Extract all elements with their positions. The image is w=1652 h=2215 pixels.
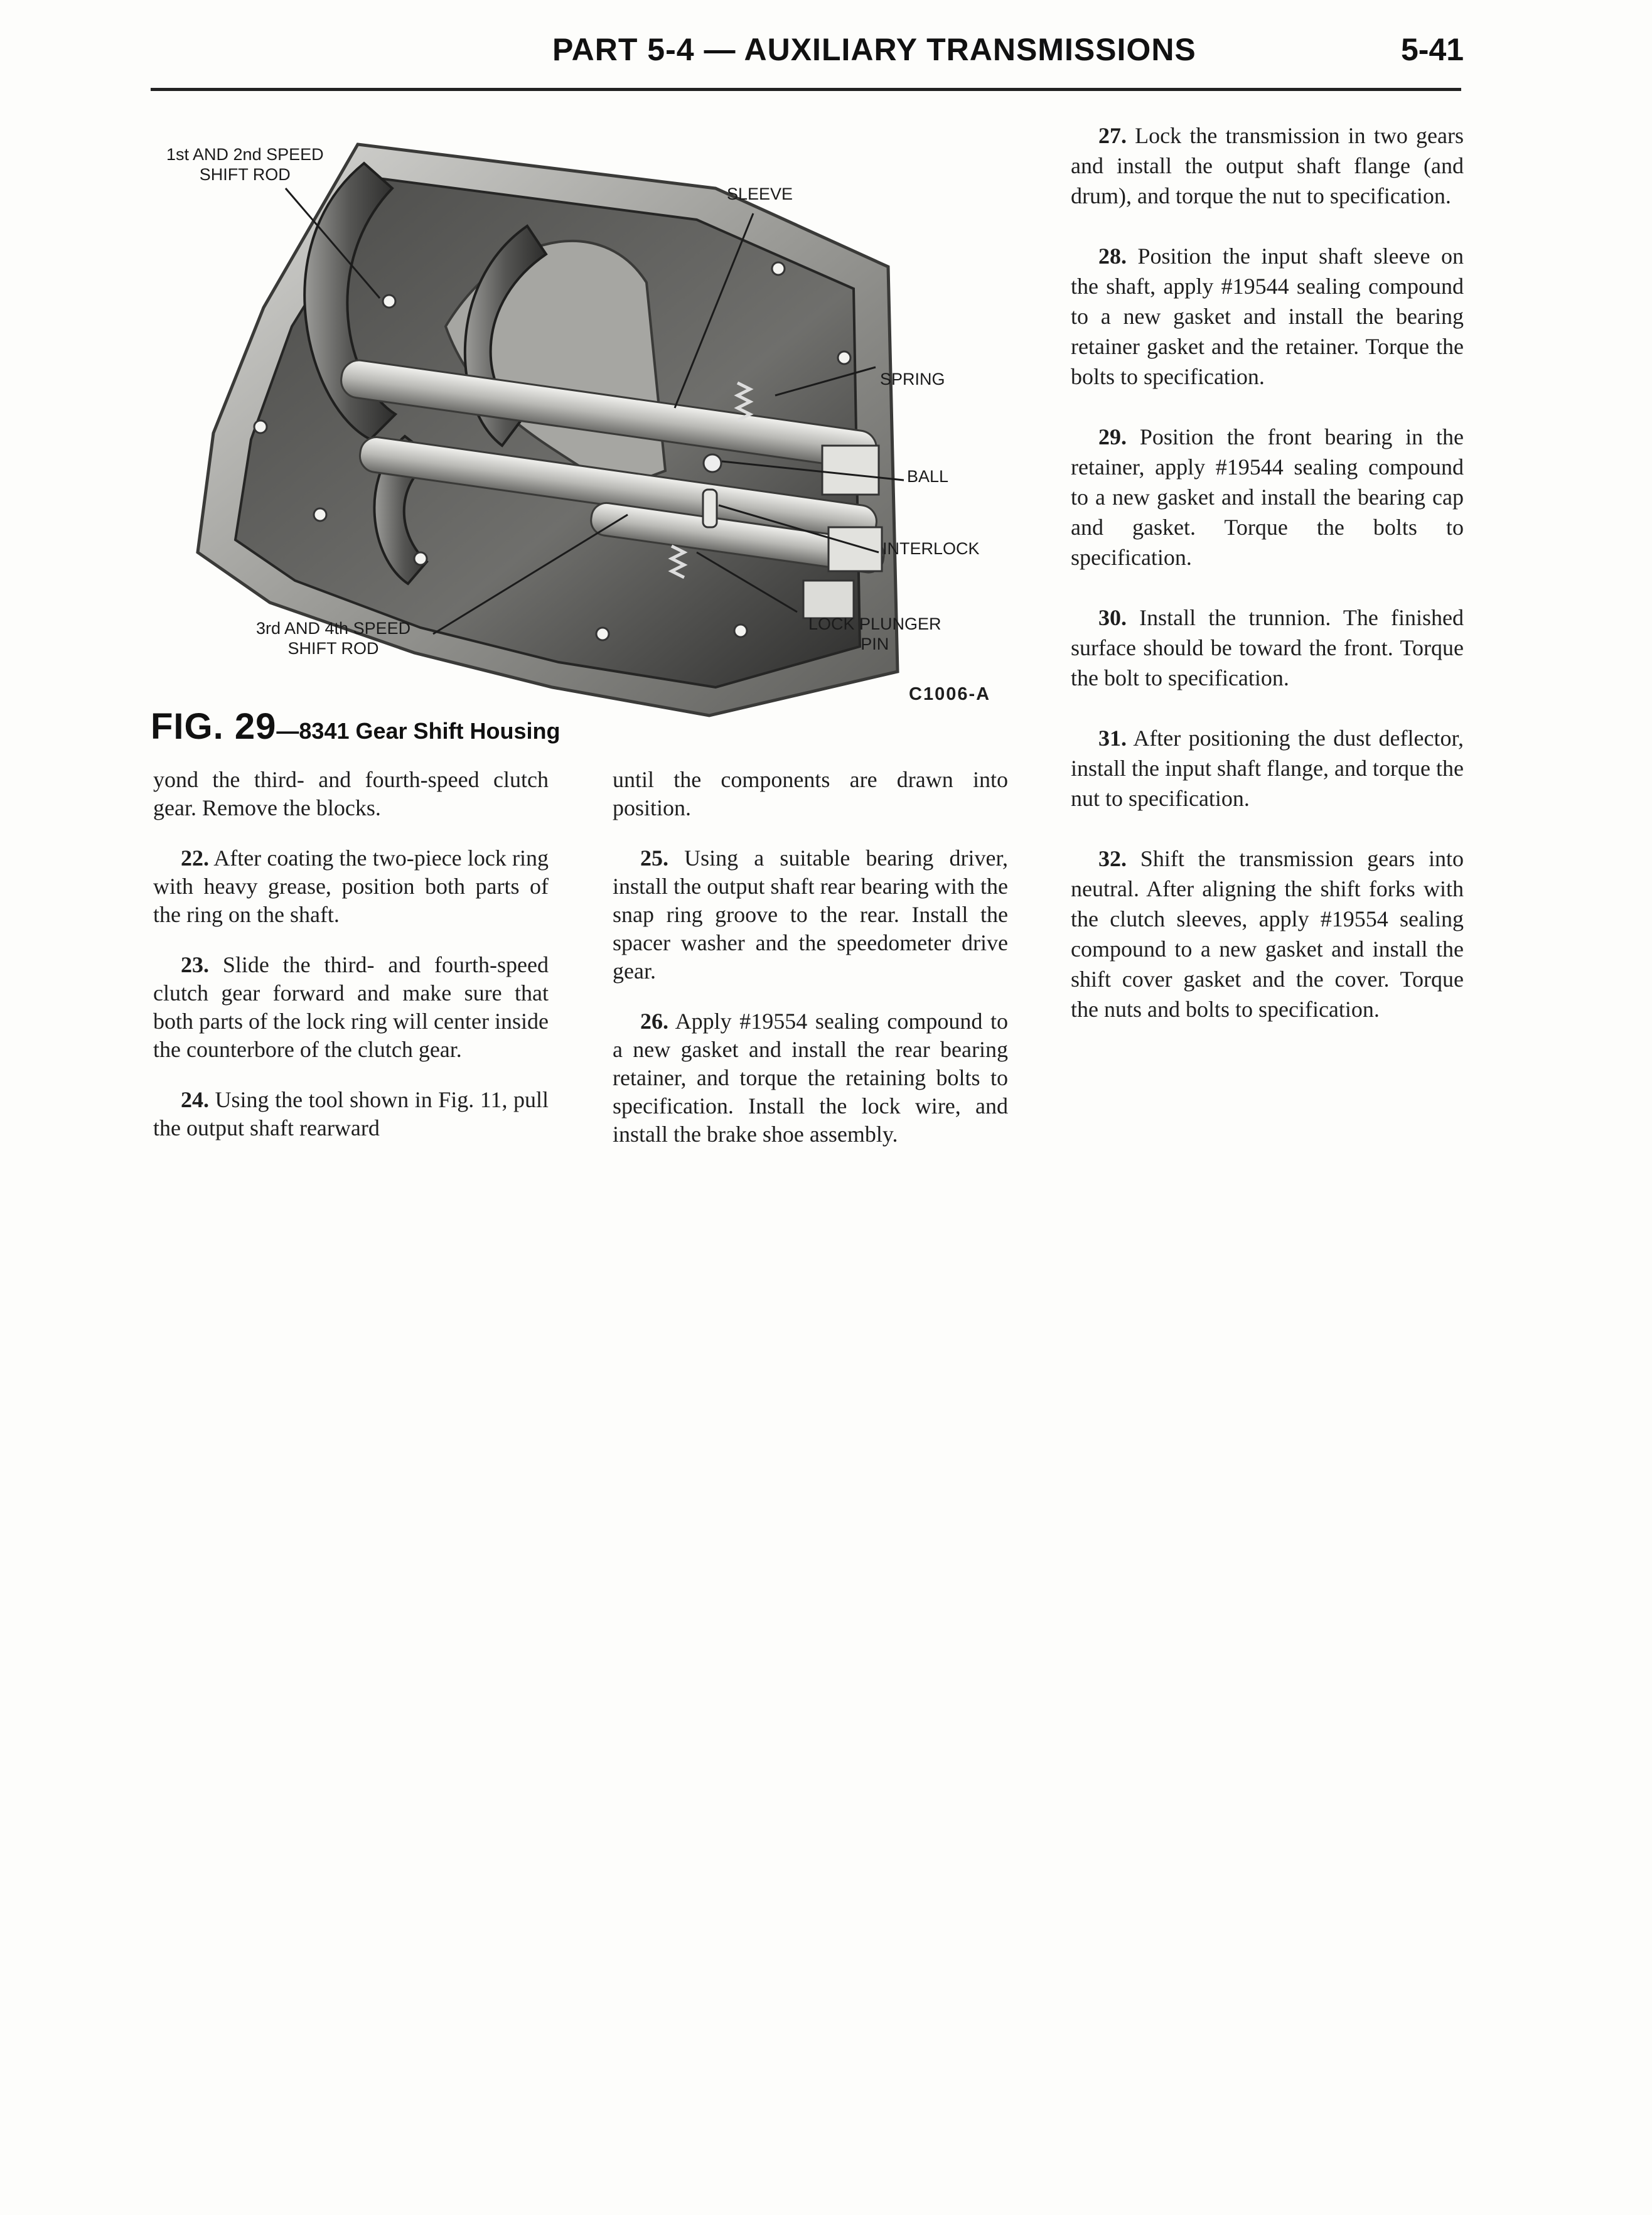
label-first-second-speed-shift-rod: 1st AND 2nd SPEED SHIFT ROD (166, 145, 324, 184)
label-lock-plunger-pin: LOCK PLUNGER PIN (808, 614, 941, 653)
bolt-hole (314, 508, 326, 521)
paragraph-26 (613, 1007, 1008, 1149)
step-text: Lock the transmission in two gears and install the output shaft flange (and drum), and torque the nut to specification. (1071, 123, 1464, 208)
bolt-hole (414, 552, 427, 565)
step-number: 24. (181, 1087, 209, 1112)
paragraph-28 (1071, 241, 1464, 392)
text-column-2 (613, 766, 1008, 1171)
label-third-fourth-speed-shift-rod: 3rd AND 4th SPEED SHIFT ROD (256, 619, 411, 658)
paragraph-22 (153, 844, 549, 929)
step-number: 23. (181, 952, 209, 977)
interlock-pin (703, 490, 717, 527)
figure-gear-shift-housing (151, 119, 1029, 741)
label-ball: BALL (907, 467, 949, 486)
step-text: Install the trunnion. The finished surface should be toward the front. Torque the bolt to specification. (1071, 605, 1464, 690)
rod-end-3 (803, 581, 854, 618)
rod-end-2 (829, 527, 882, 571)
paragraph-continued: until the components are drawn into position. (613, 767, 1008, 820)
step-number: 28. (1098, 244, 1127, 269)
text-column-3 (1071, 121, 1464, 1054)
step-text: Apply #19554 sealing compound to a new gasket and install the rear bearing retainer, and torque the retaining bolts to specification. Install the lock wire, and install the brake shoe assembly. (613, 1009, 1008, 1147)
bolt-hole (772, 262, 785, 275)
paragraph-29 (1071, 422, 1464, 572)
bolt-hole (734, 625, 747, 637)
figure-number: FIG. 29 (151, 706, 277, 747)
paragraph-25 (613, 844, 1008, 985)
step-text: Position the input shaft sleeve on the shaft, apply #19544 sealing compound to a new gasket and install the bearing retainer gasket and the retainer. Torque the bolts to specification. (1071, 244, 1464, 389)
paragraph-32 (1071, 844, 1464, 1024)
paragraph-24 (153, 1086, 549, 1142)
detent-ball (704, 454, 721, 472)
text-column-1 (153, 766, 549, 1164)
rod-end-1 (822, 446, 879, 495)
step-number: 32. (1098, 846, 1127, 871)
step-text: After coating the two-piece lock ring with heavy grease, position both parts of the ring on the shaft. (153, 845, 549, 927)
paragraph-30 (1071, 603, 1464, 693)
figure-caption (151, 705, 560, 748)
paragraph-continued: yond the third- and fourth-speed clutch gear. Remove the blocks. (153, 767, 549, 820)
paragraph-31 (1071, 723, 1464, 813)
header-rule (151, 88, 1461, 91)
step-number: 25. (640, 845, 668, 871)
step-text: Slide the third- and fourth-speed clutch gear forward and make sure that both parts of the lock ring will center inside the counterbore of the clutch gear. (153, 952, 549, 1062)
step-number: 22. (181, 845, 209, 871)
bolt-hole (254, 421, 267, 433)
step-text: Position the front bearing in the retainer, apply #19544 sealing compound to a new gasket and install the bearing cap and gasket. Torque the bolts to specification. (1071, 424, 1464, 570)
step-number: 27. (1098, 123, 1127, 148)
figure-title: —8341 Gear Shift Housing (276, 718, 560, 744)
paragraph-23 (153, 951, 549, 1064)
step-number: 30. (1098, 605, 1127, 630)
step-text: Shift the transmission gears into neutral. After aligning the shift forks with the clutch sleeves, apply #19554 sealing compound to a new gasket and install the shift cover gasket and the cover. Torque the nuts and bolts to specification. (1071, 846, 1464, 1022)
page-number: 5-41 (1401, 32, 1464, 67)
paragraph-27 (1071, 121, 1464, 211)
step-text: Using the tool shown in Fig. 11, pull the output shaft rearward (153, 1087, 549, 1140)
step-number: 31. (1098, 726, 1127, 751)
step-number: 26. (640, 1009, 668, 1034)
label-interlock: INTERLOCK (882, 539, 980, 558)
bolt-hole (383, 295, 395, 308)
label-sleeve: SLEEVE (727, 185, 793, 203)
step-number: 29. (1098, 424, 1127, 449)
bolt-hole (596, 628, 609, 640)
bolt-hole (838, 351, 850, 364)
label-spring: SPRING (880, 370, 945, 389)
page-header-title: PART 5-4 — AUXILIARY TRANSMISSIONS (552, 32, 1196, 67)
figure-code: C1006-A (909, 684, 991, 704)
step-text: After positioning the dust deflector, install the input shaft flange, and torque the nut to specification. (1071, 726, 1464, 811)
step-text: Using a suitable bearing driver, install the output shaft rear bearing with the snap ring groove to the rear. Install the spacer washer and the speedometer drive gear. (613, 845, 1008, 984)
